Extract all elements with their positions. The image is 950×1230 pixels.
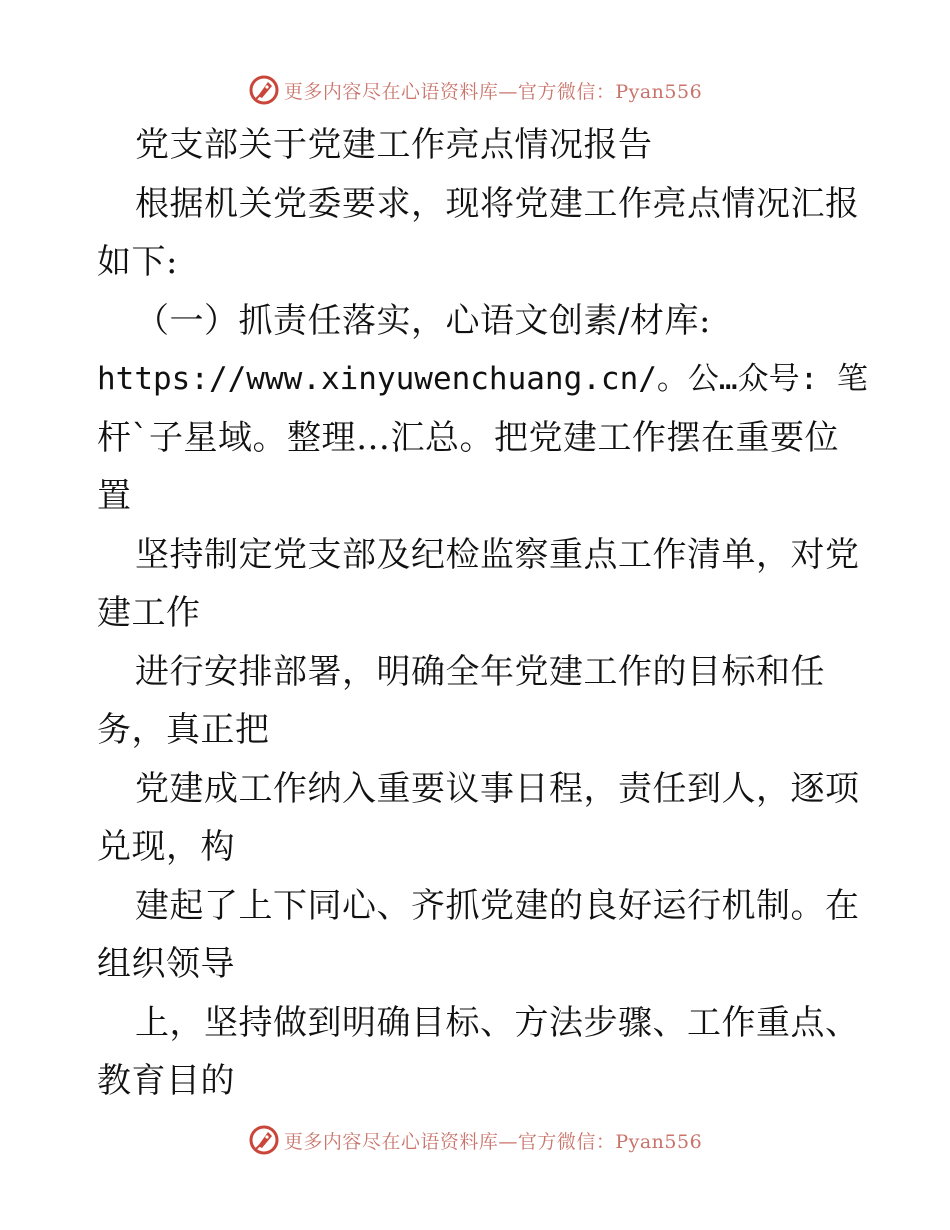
paragraph-line: 务，真正把 (97, 710, 270, 750)
paragraph-line: 组织领导 (97, 944, 235, 984)
footer-banner-text: 更多内容尽在心语资料库—官方微信：Pyan556 (283, 1130, 703, 1153)
pen-nib-logo-icon (248, 74, 280, 106)
paragraph-line: 坚持制定党支部及纪检监察重点工作清单，对党 (135, 534, 860, 575)
paragraph-line: 进行安排部署，明确全年党建工作的目标和任 (135, 651, 825, 692)
document-body (97, 116, 868, 1111)
paragraph-line: 教育目的 (97, 1061, 235, 1101)
paragraph-line: 兑现，构 (97, 827, 235, 867)
header-banner (0, 70, 950, 110)
header-banner-text: 更多内容尽在心语资料库—官方微信：Pyan556 (283, 80, 703, 103)
document-title: 党支部关于党建工作亮点情况报告 (135, 125, 653, 165)
paragraph-line: （一）抓责任落实，心语文创素/材库: (135, 300, 711, 341)
paragraph-line: 根据机关党委要求，现将党建工作亮点情况汇报 (135, 183, 860, 224)
paragraph-line: 杆`子星域。整理…汇总。把党建工作摆在重要位 (97, 417, 839, 458)
paragraph-line: 上，坚持做到明确目标、方法步骤、工作重点、 (135, 1002, 860, 1043)
paragraph-line: 如下: (97, 242, 178, 282)
paragraph-line: https://www.xinyuwenchuang.cn/。公…众号: 笔 (97, 361, 868, 397)
paragraph-line: 党建成工作纳入重要议事日程，责任到人，逐项 (135, 768, 860, 809)
footer-banner (0, 1120, 950, 1160)
paragraph-line: 建工作 (97, 593, 201, 633)
paragraph-line: 建起了上下同心、齐抓党建的良好运行机制。在 (135, 885, 860, 926)
pen-nib-logo-icon (248, 1124, 280, 1156)
paragraph-line: 置 (97, 476, 132, 516)
